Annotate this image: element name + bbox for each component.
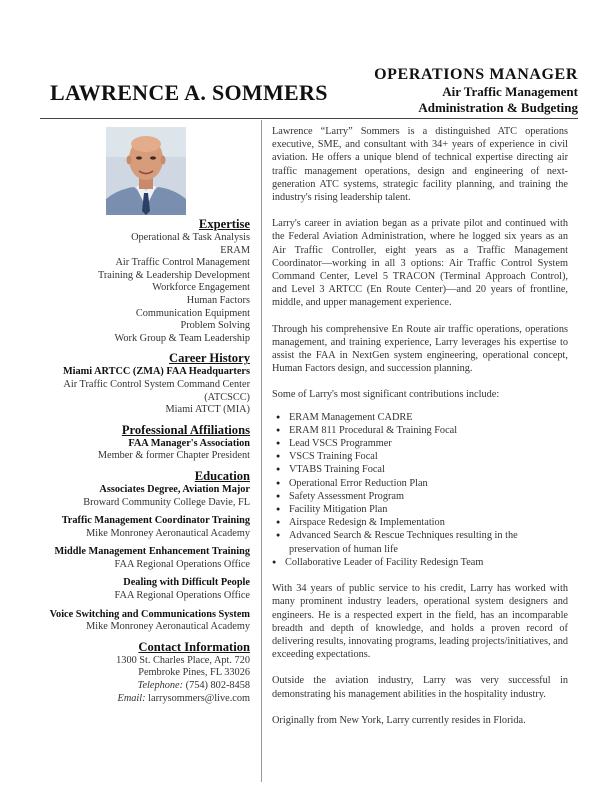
summary-paragraph: Lawrence “Larry” Sommers is a distinguished ATC operations executive, SME, and consultant with 34+ years of experience in civil aviation. He offers a unique blend of technical expertise directing air traffic management operations, design and engineering of next-generation ATC systems, strategic facility planning, and training the industry's rising leadership talent. <box>272 126 568 204</box>
education-title: Associates Degree, Aviation Major <box>99 483 250 495</box>
career-item: Air Traffic Control System Command Center <box>63 378 250 390</box>
expertise-item: ERAM <box>220 244 250 256</box>
job-subtitle-1: Air Traffic Management <box>442 84 578 99</box>
portrait-photo <box>106 127 186 215</box>
service-paragraph: With 34 years of public service to his credit, Larry has worked with many prominent industry leaders, operational system designers and engineers. He is a respected expert in the field, has an incomparable breadth and depth of knowledge, and holds a proven record of delivering results, innovating programs, leading projects/initiatives, and exceeding expectations. <box>272 583 568 661</box>
main-content <box>272 125 568 740</box>
hospitality-paragraph: Outside the aviation industry, Larry was very successful in demonstrating his management abilities in the hospitality industry. <box>272 675 568 700</box>
education-heading: Education <box>194 468 250 483</box>
telephone-line <box>40 680 250 693</box>
expertise-item: Problem Solving <box>180 320 250 332</box>
name-last: SOMMERS <box>211 80 328 105</box>
header-divider <box>40 118 578 119</box>
career-paragraph: Larry's career in aviation began as a private pilot and continued with the Federal Aviation Administration, where he logged six years as an Air Traffic Controller, eight years as a Traffic Management Coordinator—working in all 3 options: Air Traffic Control System Command Center, Level 5 TRACON (Terminal Approach Control), and Level 3 ARTCC (En Route Center)—and 20 years of frontline, middle, and upper management experience. <box>272 218 568 309</box>
job-title: OPERATIONS MANAGER <box>374 66 578 83</box>
email-line <box>40 693 250 706</box>
contribution-item: ● VTABS Training Focal <box>289 463 568 476</box>
email-address[interactable]: larrysommers@live.com <box>148 692 250 704</box>
education-institution: Mike Monroney Aeronautical Academy <box>86 621 250 633</box>
column-divider <box>261 120 262 782</box>
education-institution: FAA Regional Operations Office <box>114 558 250 570</box>
contribution-item: ● Facility Mitigation Plan <box>289 503 568 516</box>
address-line-1: 1300 St. Charles Place, Apt. 720 <box>116 654 250 666</box>
contribution-item: ● Lead VSCS Programmer <box>289 437 568 450</box>
contribution-item: ● Airspace Redesign & Implementation <box>289 516 568 529</box>
expertise-item: Human Factors <box>186 294 250 306</box>
education-institution: Broward Community College Davie, FL <box>83 496 250 508</box>
expertise-paragraph: Through his comprehensive En Route air traffic operations, operations management, and training experience, Larry leverages his expertise to assist the FAA in NextGen system engineering, operational concept, Human Factors design, and succession planning. <box>272 323 568 375</box>
contributions-intro: Some of Larry's most significant contributions include: <box>272 389 500 401</box>
expertise-item: Air Traffic Control Management <box>115 257 250 269</box>
contribution-item: ● Operational Error Reduction Plan <box>289 477 568 490</box>
contribution-item: ● Collaborative Leader of Facility Redesign Team <box>285 556 568 569</box>
expertise-item: Operational & Task Analysis <box>131 232 250 243</box>
career-primary: Miami ARTCC (ZMA) FAA Headquarters <box>62 366 250 378</box>
career-heading: Career History <box>168 351 250 366</box>
residence-paragraph: Originally from New York, Larry currently resides in Florida. <box>272 714 526 726</box>
sidebar <box>40 217 250 705</box>
address-line-2: Pembroke Pines, FL 33026 <box>138 667 250 679</box>
education-title: Traffic Management Coordinator Training <box>61 515 250 527</box>
expertise-item: Communication Equipment <box>135 307 250 319</box>
affiliations-heading: Professional Affiliations <box>121 422 250 437</box>
education-institution: FAA Regional Operations Office <box>114 590 250 602</box>
career-item: (ATCSCC) <box>204 391 250 403</box>
contribution-item: ● ERAM 811 Procedural & Training Focal <box>289 424 568 437</box>
expertise-item: Workforce Engagement <box>152 282 250 294</box>
contributions-list <box>272 411 568 569</box>
expertise-heading: Expertise <box>198 217 250 231</box>
contribution-item: ● Advanced Search & Rescue Techniques resulting in the preservation of human life <box>289 529 568 555</box>
education-title: Voice Switching and Communications System <box>49 608 250 620</box>
telephone-number: (754) 802-8458 <box>185 680 250 692</box>
education-institution: Mike Monroney Aeronautical Academy <box>86 527 250 539</box>
affiliation-role: Member & former Chapter President <box>97 450 250 462</box>
email-label: Email: <box>117 692 146 704</box>
expertise-list <box>40 232 250 345</box>
education-title: Dealing with Difficult People <box>123 577 250 589</box>
job-title-block <box>374 66 578 116</box>
affiliation-org: FAA Manager's Association <box>128 437 250 449</box>
candidate-name <box>50 80 328 106</box>
expertise-item: Training & Leadership Development <box>97 269 250 281</box>
career-item: Miami ATCT (MIA) <box>165 404 250 416</box>
expertise-item: Work Group & Team Leadership <box>114 332 250 344</box>
contribution-item: ● VSCS Training Focal <box>289 450 568 463</box>
telephone-label: Telephone: <box>137 680 184 692</box>
contribution-item: ● ERAM Management CADRE <box>289 411 568 424</box>
name-first: LAWRENCE <box>50 80 180 105</box>
contact-heading: Contact Information <box>138 639 250 654</box>
contribution-item: ● Safety Assessment Program <box>289 490 568 503</box>
job-subtitle-2: Administration & Budgeting <box>418 100 578 115</box>
name-middle: A. <box>184 80 207 105</box>
education-title: Middle Management Enhancement Training <box>54 546 250 558</box>
